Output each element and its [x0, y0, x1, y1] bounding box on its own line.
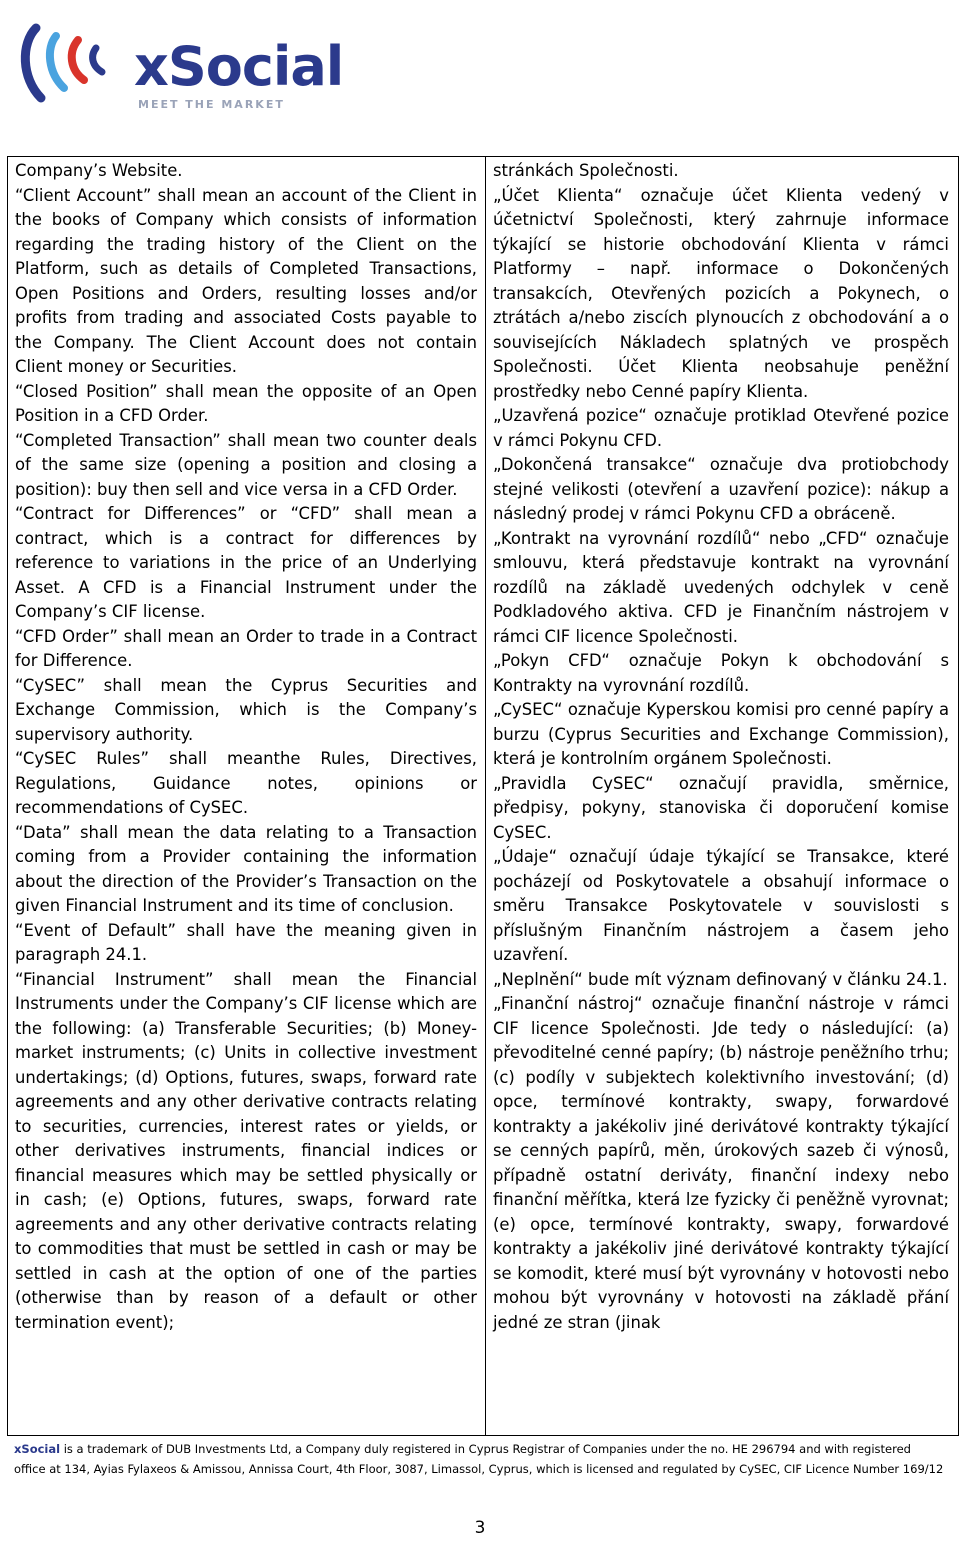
czech-paragraph: „Neplnění“ bude mít význam definovaný v článku 24.1.	[493, 969, 948, 989]
czech-paragraph: „Dokončená transakce“ označuje dva protiobchody stejné velikosti (otevření a uzavření pozice): nákup a následný prodej v rámci Pokynu CFD a obráceně.	[493, 455, 949, 523]
logo-wordmark: xSocial	[134, 35, 344, 98]
english-paragraph: “Event of Default” shall have the meaning given in paragraph 24.1.	[15, 920, 477, 964]
xsocial-logo-mark-icon	[16, 18, 126, 108]
bilingual-definitions-table	[7, 156, 959, 1436]
czech-paragraph: „Pravidla CySEC“ označují pravidla, směrnice, předpisy, pokyny, stanoviska či doporučení komise CySEC.	[493, 773, 949, 842]
english-paragraph: “CySEC Rules” shall meanthe Rules, Directives, Regulations, Guidance notes, opinions or recommendations of CySEC.	[15, 749, 477, 817]
czech-paragraph: „Uzavřená pozice“ označuje protiklad Otevřené pozice v rámci Pokynu CFD.	[493, 406, 949, 450]
english-paragraph: “Financial Instrument” shall mean the Financial Instruments under the Company’s CIF license which are the following: (a) Transferable Securities; (b) Money-market instruments; (c) Units in collective investment undertakings; (d) Options, futures, swaps, forward rate agreements and any other derivative contracts relating to securities, currencies, interest rates or yields, or other derivatives instruments, financial indices or financial measures which may be settled physically or in cash; (e) Options, futures, swaps, forward rate agreements and any other derivative contracts relating to commodities that must be settled in cash or may be settled in cash at the option of one of the parties (otherwise than by reason of a default or other termination event);	[15, 969, 477, 1332]
column-divider	[485, 157, 486, 1435]
czech-paragraph: „Pokyn CFD“ označuje Pokyn k obchodování s Kontrakty na vyrovnání rozdílů.	[493, 651, 949, 695]
english-paragraph: “CFD Order” shall mean an Order to trade in a Contract for Difference.	[15, 626, 477, 670]
xsocial-logo	[16, 18, 346, 111]
czech-column	[493, 159, 949, 1335]
czech-paragraph: stránkách Společnosti.	[493, 161, 679, 180]
english-column	[15, 159, 477, 1335]
english-paragraph: “Completed Transaction” shall mean two counter deals of the same size (opening a position and closing a position): buy then sell and vice versa in a CFD Order.	[15, 430, 477, 499]
footer-brand: xSocial	[14, 1442, 61, 1456]
czech-paragraph: „Kontrakt na vyrovnání rozdílů“ nebo „CFD“ označuje smlouvu, která představuje kontrakt na vyrovnání rozdílů na základě uvedených odchylek v ceně Podkladového aktiva. CFD je Finančním nástrojem v rámci CIF licence Společnosti.	[493, 528, 949, 646]
czech-paragraph: „Finanční nástroj“ označuje finanční nástroje v rámci CIF licence Společnosti. Jde tedy o následující: (a) převoditelné cenné papíry; (b) nástroje peněžního trhu; (c) podíly v subjektech kolektivního investování; (d) opce, termínové kontrakty, swapy, forwardové kontrakty a jakékoliv jiné derivátové kontrakty týkající se cenných papírů, měn, úrokových sazeb či výnosů, případně ostatní deriváty, finanční indexy nebo finanční měřítka, která lze fyzicky či peněžně vyrovnat; (e) opce, termínové kontrakty, swapy, forwardové kontrakty a jakékoliv jiné derivátové kontrakty týkající se komodit, které musí být vyrovnány v hotovosti nebo mohou být vyrovnány v hotovosti na základě přání jedné ze stran (jinak	[493, 994, 949, 1332]
english-paragraph: “Client Account” shall mean an account of the Client in the books of Company which consists of information regarding the trading history of the Client on the Platform, such as details of Completed Transactions, Open Positions and Orders, resulting losses and/or profits from trading and associated Costs payable to the Company. The Client Account does not contain Client money or Securities.	[15, 185, 477, 376]
english-paragraph: “Contract for Differences” or “CFD” shall mean a contract, which is a contract for differences by reference to variations in the price of an Underlying Asset. A CFD is a Financial Instrument under the Company’s CIF license.	[15, 504, 477, 621]
footer-disclaimer	[14, 1440, 944, 1479]
page-number: 3	[474, 1518, 486, 1538]
logo-tagline: MEET THE MARKET	[138, 98, 285, 111]
english-paragraph: “Closed Position” shall mean the opposite of an Open Position in a CFD Order.	[15, 381, 477, 425]
english-paragraph: “CySEC” shall mean the Cyprus Securities and Exchange Commission, which is the Company’s supervisory authority.	[15, 675, 477, 744]
english-paragraph: Company’s Website.	[15, 161, 183, 180]
english-paragraph: “Data” shall mean the data relating to a Transaction coming from a Provider containing the information about the direction of the Provider’s Transaction on the given Financial Instrument and its time of conclusion.	[15, 822, 477, 915]
czech-paragraph: „CySEC“ označuje Kyperskou komisi pro cenné papíry a burzu (Cyprus Securities and Exchange Commission), která je kontrolním orgánem Společnosti.	[493, 700, 949, 768]
czech-paragraph: „Účet Klienta“ označuje účet Klienta vedený v účetnictví Společnosti, který zahrnuje informace týkající se historie obchodování Klienta v rámci Platformy – např. informace o Dokončených transakcích, Otevřených pozicích a Pokynech, o ztrátách a/nebo ziscích plynoucích z obchodování a o souvisejících Nákladech splatných ve prospěch Společnosti. Účet Klienta neobsahuje peněžní prostředky nebo Cenné papíry Klienta.	[493, 185, 949, 401]
czech-paragraph: „Údaje“ označují údaje týkající se Transakce, které pocházejí od Poskytovatele a obsahují informace o směru Transakce Poskytovatele v souvislosti s příslušným Finančním nástrojem a časem jeho uzavření.	[493, 847, 949, 964]
footer-text: is a trademark of DUB Investments Ltd, a Company duly registered in Cyprus Registrar of Companies under the no. HE 296794 and with registered office at 134, Ayias Fylaxeos & Amissou, Annissa Court, 4th Floor, 3087, Limassol, Cyprus, which is licensed and regulated by CySEC, CIF Licence Number 169/12	[14, 1442, 944, 1476]
